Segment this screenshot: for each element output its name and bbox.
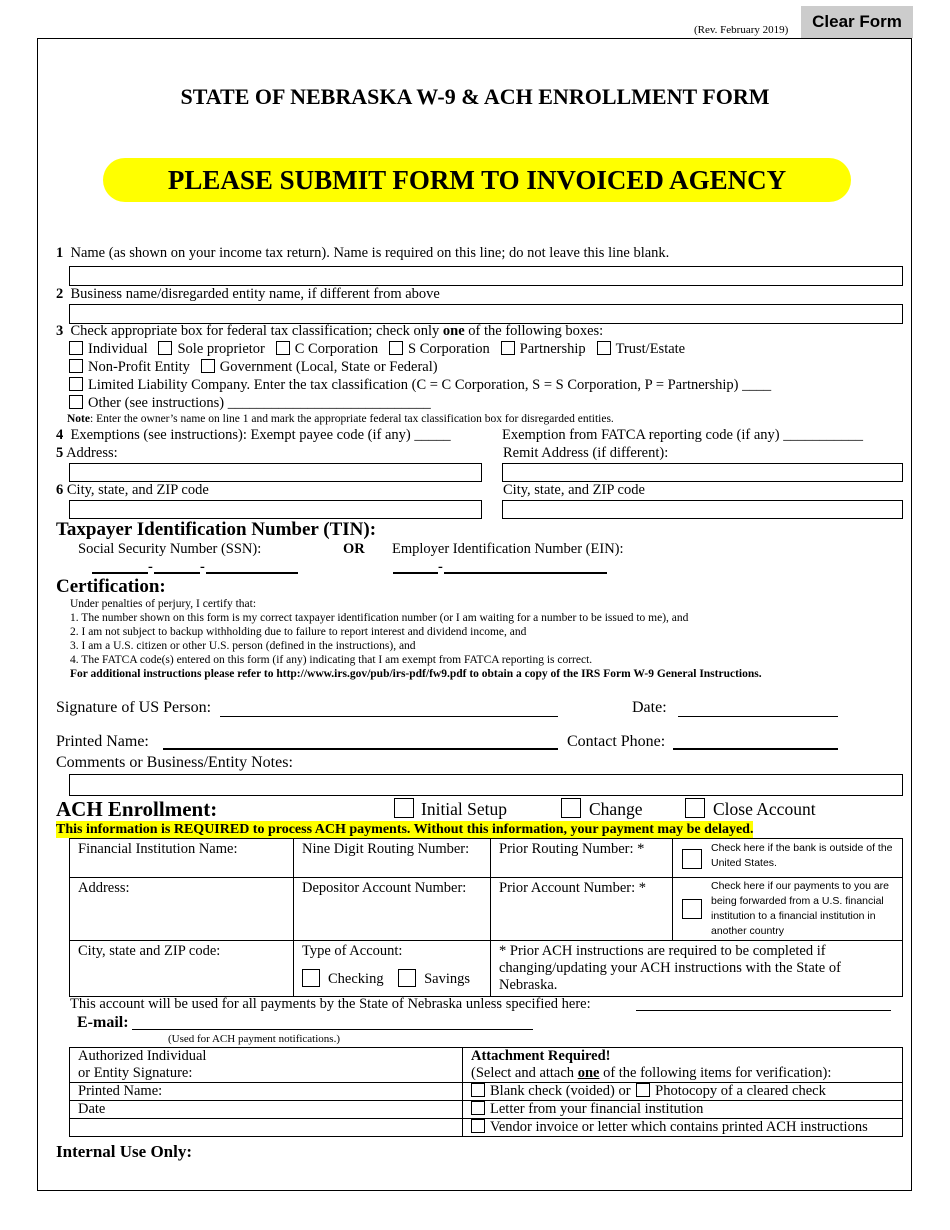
submit-banner: PLEASE SUBMIT FORM TO INVOICED AGENCY: [103, 158, 851, 202]
account-use-label: This account will be used for all payments by the State of Nebraska unless specified here:: [70, 996, 591, 1012]
line-2-text: Business name/disregarded entity name, if different from above: [70, 286, 440, 302]
line-3-number: 3: [56, 323, 64, 339]
vendor-checkbox[interactable]: [471, 1119, 485, 1133]
initial-setup-label: Initial Setup: [421, 799, 508, 819]
bank-city-cell[interactable]: [70, 941, 294, 997]
prior-account-label: Prior Account Number: *: [499, 880, 646, 896]
attachment-instr-bold: one: [577, 1065, 600, 1081]
line-5-number: 5: [56, 445, 64, 461]
clear-form-button[interactable]: Clear Form: [801, 6, 913, 38]
prior-account-cell[interactable]: [491, 878, 673, 941]
close-account-checkbox[interactable]: [685, 798, 705, 818]
certification-heading: Certification:: [56, 576, 166, 597]
change-checkbox[interactable]: [561, 798, 581, 818]
remit-address-input[interactable]: [502, 463, 903, 482]
blank-check-cell: [463, 1083, 903, 1101]
sole-proprietor-label: Sole proprietor: [177, 341, 265, 357]
form-title: STATE OF NEBRASKA W-9 & ACH ENROLLMENT FORM: [180, 84, 770, 109]
routing-label: Nine Digit Routing Number:: [302, 841, 470, 857]
ein-field-1[interactable]: [393, 572, 438, 574]
acct-type-options: [302, 969, 482, 988]
revision-date: (Rev. February 2019): [694, 24, 789, 36]
cert-line-0: Under penalties of perjury, I certify that:: [70, 598, 257, 610]
cert-line-2: 2. I am not subject to backup withholding due to failure to report interest and dividend income, and: [70, 626, 527, 638]
remit-city-label: City, state, and ZIP code: [503, 482, 645, 498]
vendor-cell: [463, 1119, 903, 1137]
trust-estate-label: Trust/Estate: [615, 341, 686, 357]
depositor-label: Depositor Account Number:: [302, 880, 467, 896]
attachment-table: [69, 1047, 903, 1137]
ein-field-2[interactable]: [444, 572, 607, 574]
line-5-label: [56, 445, 118, 462]
tin-or: OR: [343, 541, 365, 557]
ssn-label: Social Security Number (SSN):: [78, 541, 262, 557]
prior-routing-label: Prior Routing Number: *: [499, 841, 645, 857]
photocopy-checkbox[interactable]: [636, 1083, 650, 1097]
photocopy-label: Photocopy of a cleared check: [655, 1083, 826, 1099]
forwarded-checkbox[interactable]: [682, 899, 702, 919]
change-label: Change: [589, 799, 643, 819]
att-blank-cell[interactable]: [70, 1119, 463, 1137]
prior-routing-cell[interactable]: [491, 839, 673, 878]
c-corporation-label: C Corporation: [294, 341, 379, 357]
line-3-label: [56, 323, 603, 340]
government-checkbox[interactable]: [201, 359, 215, 373]
llc-checkbox[interactable]: [69, 377, 83, 391]
individual-label: Individual: [88, 341, 148, 357]
bank-city-label: City, state and ZIP code:: [78, 943, 221, 959]
printed-name-field[interactable]: [163, 748, 558, 750]
note-bold: Note: [67, 413, 90, 425]
blank-check-checkbox[interactable]: [471, 1083, 485, 1097]
date-field[interactable]: [678, 716, 838, 717]
fatca-label: Exemption from FATCA reporting code (if any) ___________: [502, 427, 863, 443]
checking-checkbox[interactable]: [302, 969, 320, 987]
comments-label: Comments or Business/Entity Notes:: [56, 754, 293, 771]
close-account-label: Close Account: [713, 799, 816, 819]
line-3-text-bold: one: [442, 323, 465, 339]
tax-class-row-3: [69, 377, 771, 394]
acct-type-label: Type of Account:: [302, 943, 403, 959]
sole-proprietor-checkbox[interactable]: [158, 341, 172, 355]
attachment-instr-b: of the following items for verification):: [599, 1065, 832, 1081]
date-label: Date:: [632, 699, 667, 716]
ssn-dash-2: -: [200, 559, 205, 575]
llc-label: Limited Liability Company. Enter the tax classification (C = C Corporation, S = S Corporation, P = Partnership) ____: [88, 377, 772, 393]
ssn-field-1[interactable]: [92, 572, 148, 574]
att-date-label: Date: [78, 1101, 106, 1117]
initial-setup-checkbox[interactable]: [394, 798, 414, 818]
auth-signature-cell[interactable]: [70, 1048, 463, 1083]
outside-us-label: Check here if the bank is outside of the United States.: [711, 842, 893, 869]
ach-warning: This information is REQUIRED to process ACH payments. Without this information, your payment may be delayed.: [56, 822, 754, 837]
outside-us-checkbox[interactable]: [682, 849, 702, 869]
line-1-label: [56, 245, 669, 262]
depositor-cell[interactable]: [294, 878, 491, 941]
forwarded-label: Check here if our payments to you are being forwarded from a U.S. financial institution to a financial institution in another country: [711, 880, 890, 937]
line-4-number: 4: [56, 427, 64, 443]
tax-class-row-2: [69, 359, 438, 376]
line-6-label: [56, 482, 209, 499]
savings-checkbox[interactable]: [398, 969, 416, 987]
letter-cell: [463, 1101, 903, 1119]
business-name-input[interactable]: [69, 304, 903, 324]
blank-check-label: Blank check (voided) or: [490, 1083, 631, 1099]
att-date-cell[interactable]: [70, 1101, 463, 1119]
non-profit-checkbox[interactable]: [69, 359, 83, 373]
outside-us-cell: [673, 839, 903, 878]
email-note: (Used for ACH payment notifications.): [168, 1033, 340, 1045]
vendor-label: Vendor invoice or letter which contains printed ACH instructions: [490, 1119, 868, 1135]
routing-cell[interactable]: [294, 839, 491, 878]
auth-line-1: Authorized Individual: [78, 1048, 207, 1064]
line-4-label: [56, 427, 451, 444]
ssn-field-2[interactable]: [154, 572, 200, 574]
remit-city-input[interactable]: [502, 500, 903, 519]
tin-heading: Taxpayer Identification Number (TIN):: [56, 519, 377, 540]
ssn-dash-1: -: [148, 559, 153, 575]
letter-checkbox[interactable]: [471, 1101, 485, 1115]
line-3-text-a: Check appropriate box for federal tax classification; check only: [70, 323, 443, 339]
contact-phone-field[interactable]: [673, 748, 838, 750]
cert-instructions: For additional instructions please refer to http://www.irs.gov/pub/irs-pdf/fw9.pdf to obtain a copy of the IRS Form W-9 General Instructions.: [70, 668, 762, 680]
s-corporation-checkbox[interactable]: [389, 341, 403, 355]
tax-class-row-1: [69, 341, 685, 358]
attachment-instr-a: (Select and attach: [471, 1065, 578, 1081]
line-6-number: 6: [56, 482, 64, 498]
other-checkbox[interactable]: [69, 395, 83, 409]
address-input[interactable]: [69, 463, 482, 482]
attachment-title-cell: [463, 1048, 903, 1083]
signature-field[interactable]: [220, 716, 558, 717]
signature-label: Signature of US Person:: [56, 699, 212, 716]
city-input[interactable]: [69, 500, 482, 519]
contact-phone-label: Contact Phone:: [567, 733, 666, 750]
partnership-label: Partnership: [519, 341, 586, 357]
line-1-number: 1: [56, 245, 64, 261]
partnership-checkbox[interactable]: [501, 341, 515, 355]
trust-estate-checkbox[interactable]: [597, 341, 611, 355]
letter-label: Letter from your financial institution: [490, 1101, 704, 1117]
non-profit-label: Non-Profit Entity: [88, 359, 190, 375]
cert-line-1: 1. The number shown on this form is my correct taxpayer identification number (or I am waiting for a number to be issued to me), and: [70, 612, 689, 624]
address-label: Address:: [66, 445, 118, 461]
remit-address-label: Remit Address (if different):: [503, 445, 669, 461]
individual-checkbox[interactable]: [69, 341, 83, 355]
tax-class-row-4: [69, 395, 431, 412]
name-input[interactable]: [69, 266, 903, 286]
forwarded-cell: [673, 878, 903, 941]
cert-line-3: 3. I am a U.S. citizen or other U.S. person (defined in the instructions), and: [70, 640, 416, 652]
note-text: : Enter the owner’s name on line 1 and mark the appropriate federal tax classification box for disregarded entities.: [90, 413, 614, 425]
line-3-text-b: of the following boxes:: [464, 323, 604, 339]
city-label: City, state, and ZIP code: [66, 482, 209, 498]
s-corporation-label: S Corporation: [408, 341, 490, 357]
exempt-payee-label: Exemptions (see instructions): Exempt payee code (if any) _____: [70, 427, 451, 443]
ach-heading: ACH Enrollment:: [56, 797, 218, 821]
line-1-text: Name (as shown on your income tax return). Name is required on this line; do not leave this line blank.: [70, 245, 670, 261]
bank-address-cell[interactable]: [70, 878, 294, 941]
ein-label: Employer Identification Number (EIN):: [392, 541, 624, 557]
ein-dash: -: [438, 559, 443, 575]
cert-line-4: 4. The FATCA code(s) entered on this form (if any) indicating that I am exempt from FATCA reporting is correct.: [70, 654, 593, 666]
email-label: E-mail:: [77, 1014, 129, 1031]
savings-label: Savings: [424, 971, 470, 987]
ach-table: [69, 838, 903, 997]
government-label: Government (Local, State or Federal): [219, 359, 438, 375]
disregarded-note: [67, 413, 614, 425]
c-corporation-checkbox[interactable]: [276, 341, 290, 355]
line-2-number: 2: [56, 286, 64, 302]
line-2-label: [56, 286, 440, 303]
account-use-field[interactable]: [636, 1010, 891, 1011]
att-printed-name-cell[interactable]: [70, 1083, 463, 1101]
fin-inst-cell[interactable]: [70, 839, 294, 878]
prior-note-text: * Prior ACH instructions are required to be completed if changing/updating your ACH instructions with the State of Nebraska.: [499, 943, 841, 993]
attachment-title: Attachment Required!: [471, 1048, 611, 1064]
comments-input[interactable]: [69, 774, 903, 796]
fin-inst-label: Financial Institution Name:: [78, 841, 238, 857]
bank-address-label: Address:: [78, 880, 130, 896]
acct-type-cell: [294, 941, 491, 997]
other-label: Other (see instructions) ____________________________: [88, 395, 431, 411]
printed-name-label: Printed Name:: [56, 733, 149, 750]
email-field[interactable]: [132, 1029, 533, 1030]
ssn-field-3[interactable]: [206, 572, 298, 574]
prior-note-cell: [491, 941, 903, 997]
checking-label: Checking: [328, 971, 384, 987]
auth-line-2: or Entity Signature:: [78, 1065, 193, 1081]
internal-use-label: Internal Use Only:: [56, 1142, 192, 1161]
att-printed-name-label: Printed Name:: [78, 1083, 163, 1099]
